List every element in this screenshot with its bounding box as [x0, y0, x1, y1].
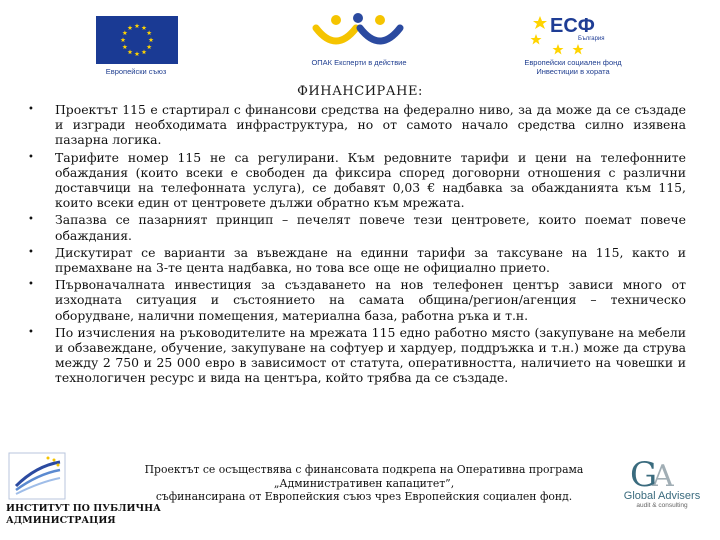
- list-item-text: По изчисления на ръководителите на мрежата 115 едно работно място (закупуване на мебели и обзавеждане, обучение, закупуване на софтуер и хардуер, поддръжка и т.н.) може да струва между 2 750 и 25 000 евро в зависимост от статута, оперативността, наличието на човешки и технологичен ресурс и вида на центъра, който трябва да се създаде.: [55, 324, 686, 386]
- bullet-icon: •: [28, 246, 34, 258]
- esf-logo-text: ЕСФ: [550, 15, 595, 37]
- list-item: [28, 244, 686, 276]
- list-item-text: Тарифите номер 115 не са регулирани. Към редовните тарифи и цени на телефонните обаждания (които всеки е свободен да фиксира според договорни отношения с различни доставчици на телефонната услуга), се добавят 0,03 € надбавка за обажданията към 115, които всеки един от центровете дължи обратно към мрежата.: [55, 149, 686, 211]
- eu-flag-logo: [96, 16, 178, 64]
- bullet-list: [28, 102, 686, 388]
- bullet-icon: •: [28, 326, 34, 338]
- funding-line2: „Административен капацитет”,: [273, 476, 455, 490]
- list-item: [28, 212, 686, 243]
- global-advisers-caption: [612, 490, 712, 509]
- esf-caption-line2: Инвестиции в хората: [536, 67, 610, 76]
- list-item: [28, 324, 686, 386]
- opak-caption: ОПАК Експерти в действие: [311, 58, 407, 67]
- list-item: [28, 277, 686, 323]
- page-title: ФИНАНСИРАНЕ:: [297, 84, 423, 99]
- svg-text:G: G: [630, 456, 658, 490]
- list-item: [28, 102, 686, 148]
- opak-logo: [310, 10, 406, 56]
- list-item-text: Проектът 115 е стартирал с финансови средства на федерално ниво, за да може да се създаде и изгради необходимата инфраструктура, но от самото начало средства силно изявена пазарна логика.: [55, 102, 686, 148]
- list-item-text: Първоначалната инвестиция за създаването на нов телефонен център зависи много от изходната ситуация и състоянието на самата община/регион/агенция – техническо оборудване, налични помещения, материална база, работна ръка и т.н.: [55, 277, 686, 323]
- eu-caption: Европейски съюз: [105, 67, 167, 76]
- funding-note: [128, 463, 600, 504]
- funding-line1: Проектът се осъществява с финансовата подкрепа на Оперативна програма: [144, 463, 584, 476]
- institute-caption: [6, 503, 176, 527]
- institute-line2: АДМИНИСТРАЦИЯ: [6, 515, 116, 526]
- bullet-icon: •: [28, 151, 34, 163]
- bullet-icon: •: [28, 104, 34, 115]
- global-advisers-name: Global Advisers: [623, 490, 701, 502]
- esf-logo-sub: България: [578, 36, 605, 42]
- bullet-icon: •: [28, 279, 34, 291]
- esf-caption: [506, 58, 640, 76]
- list-item-text: Запазва се пазарният принцип – печелят повече тези центровете, които поемат повече обаждания.: [55, 212, 686, 243]
- esf-logo: [528, 10, 618, 56]
- funding-line3: съфинансирана от Европейския съюз чрез Европейския социален фонд.: [155, 490, 573, 503]
- ipa-logo: [8, 452, 66, 500]
- svg-text:A: A: [652, 459, 674, 490]
- bullet-icon: •: [28, 214, 34, 226]
- esf-caption-line1: Европейски социален фонд: [524, 58, 622, 67]
- global-advisers-logo: [628, 456, 684, 490]
- list-item-text: Дискутират се варианти за въвеждане на единни тарифи за таксуване на 115, както и премахване на 3-те цента надбавка, но това все още не официално прието.: [55, 244, 686, 276]
- list-item: [28, 149, 686, 211]
- global-advisers-tagline: audit & consulting: [636, 502, 688, 509]
- institute-line1: ИНСТИТУТ ПО ПУБЛИЧНА: [6, 503, 161, 514]
